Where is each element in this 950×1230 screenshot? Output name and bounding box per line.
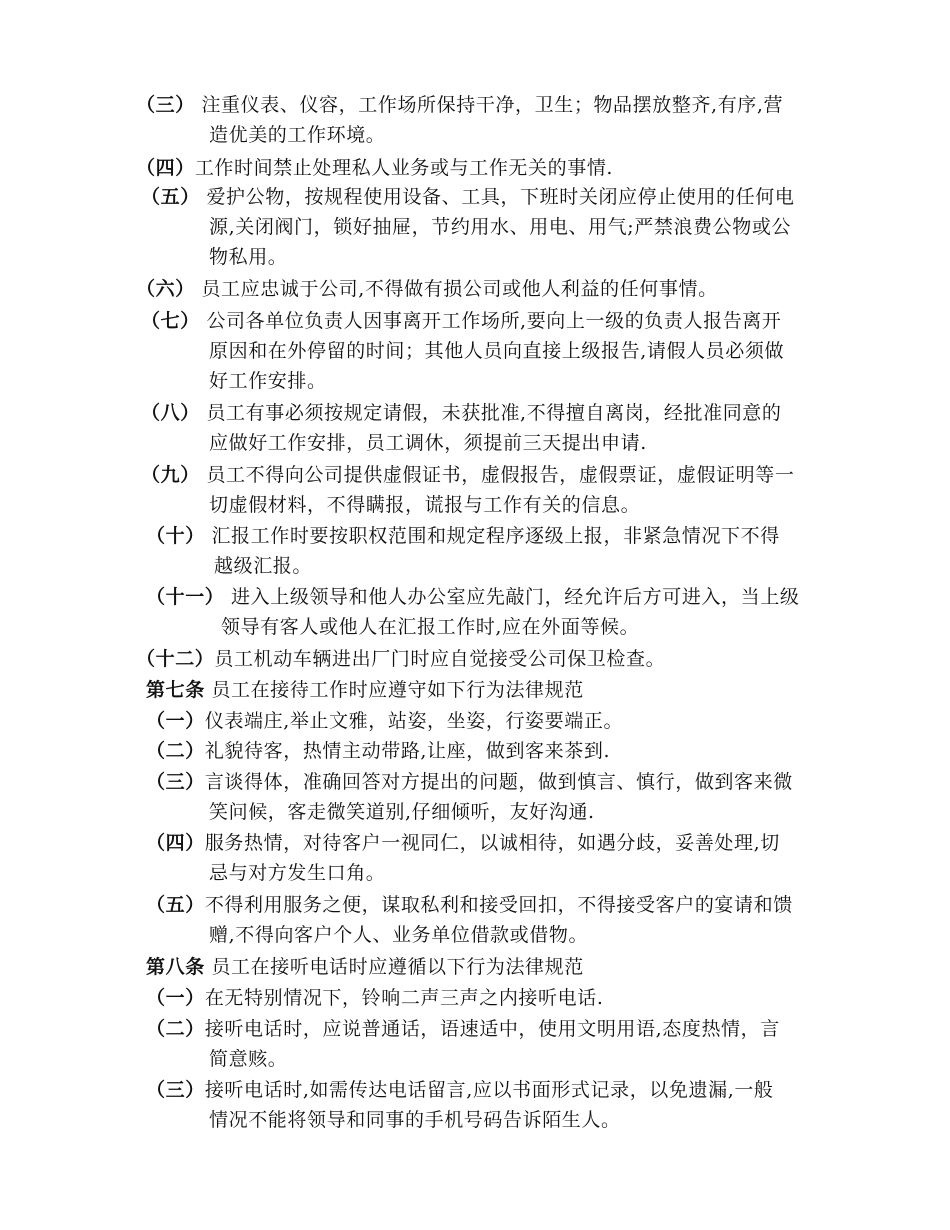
clause-5-line-3 <box>209 242 287 272</box>
clause-text: 接听电话时,如需传达电话留言,应以书面形式记录，以免遗漏,一般 <box>204 1079 774 1101</box>
a7-clause-4-line-1 <box>146 828 780 858</box>
a7-clause-2 <box>146 736 610 766</box>
clause-number: （七） <box>141 310 200 332</box>
a8-clause-2-line-2 <box>209 1044 287 1074</box>
clause-text: 工作时间禁止处理私人业务或与工作无关的事情. <box>194 157 614 179</box>
clause-text: 员工有事必须按规定请假，未获批准,不得擅自离岗，经批准同意的 <box>199 402 782 424</box>
clause-number: （九） <box>141 464 200 486</box>
clause-number: （五） <box>146 894 205 916</box>
clause-text: 员工应忠诚于公司,不得做有损公司或他人利益的任何事情。 <box>194 278 718 300</box>
clause-text: 在无特别情况下，铃响二声三声之内接听电话. <box>204 987 604 1009</box>
a7-clause-4-line-2 <box>209 858 385 888</box>
clause-number: （三） <box>146 771 205 793</box>
clause-10-line-1 <box>146 521 780 551</box>
clause-text: 礼貌待客，热情主动带路,让座，做到客来茶到. <box>204 740 611 762</box>
clause-number: （二） <box>146 1018 205 1040</box>
clause-number: （十一） <box>146 586 225 608</box>
clause-text: 爱护公物，按规程使用设备、工具，下班时关闭应停止使用的任何电 <box>199 186 795 208</box>
clause-3-line-1 <box>136 90 783 120</box>
clause-text: 简意赅。 <box>209 1048 288 1070</box>
clause-text: 领导有客人或他人在汇报工作时,应在外面等候。 <box>221 616 640 638</box>
clause-9-line-2 <box>209 490 640 520</box>
clause-number: （十二） <box>136 648 215 670</box>
clause-text: 仪表端庄,举止文雅，站姿，坐姿，行姿要端正。 <box>204 710 624 732</box>
clause-12-line-1 <box>136 644 665 674</box>
clause-number: （二） <box>146 740 205 762</box>
clause-text: 接听电话时，应说普通话，语速适中，使用文明用语,态度热情，言 <box>204 1018 780 1040</box>
clause-text: 好工作安排。 <box>209 370 327 392</box>
clause-3-line-2 <box>209 120 385 150</box>
a8-clause-3-line-2 <box>209 1105 621 1135</box>
clause-9-line-1 <box>141 460 794 490</box>
article-7-heading <box>146 675 584 705</box>
clause-number: （一） <box>146 710 205 732</box>
clause-text: 员工不得向公司提供虚假证书，虚假报告，虚假票证，虚假证明等一 <box>199 464 795 486</box>
a8-clause-2-line-1 <box>146 1014 780 1044</box>
clause-7-line-1 <box>141 306 782 336</box>
clause-4-line-1 <box>136 153 613 183</box>
clause-text: 公司各单位负责人因事离开工作场所,要向上一级的负责人报告离开 <box>199 310 782 332</box>
clause-text: 忌与对方发生口角。 <box>209 862 386 884</box>
a7-clause-1 <box>146 706 623 736</box>
article-number: 第八条 <box>146 956 205 978</box>
clause-number: （八） <box>141 402 200 424</box>
clause-text: 情况不能将领导和同事的手机号码告诉陌生人。 <box>209 1109 621 1131</box>
clause-11-line-1 <box>146 582 799 612</box>
clause-text: 造优美的工作环境。 <box>209 124 386 146</box>
clause-number: （三） <box>146 1079 205 1101</box>
a8-clause-1 <box>146 983 603 1013</box>
article-8-heading <box>146 952 584 982</box>
clause-10-line-2 <box>214 551 312 581</box>
clause-text: 员工机动车辆进出厂门时应自觉接受公司保卫检查。 <box>214 648 666 670</box>
clause-number: （四） <box>146 832 205 854</box>
clause-text: 服务热情，对待客户一视同仁，以诚相待，如遇分歧，妥善处理,切 <box>204 832 780 854</box>
article-title: 员工在接待工作时应遵守如下行为法律规范 <box>204 679 584 701</box>
a8-clause-3-line-1 <box>146 1075 774 1105</box>
clause-6-line-1 <box>136 274 718 304</box>
clause-number: （五） <box>141 186 200 208</box>
clause-number: （四） <box>136 157 195 179</box>
clause-text: 应做好工作安排，员工调休，须提前三天提出申请. <box>209 432 647 454</box>
article-title: 员工在接听电话时应遵循以下行为法律规范 <box>204 956 584 978</box>
a7-clause-3-line-1 <box>146 767 793 797</box>
clause-11-line-2 <box>221 612 639 642</box>
clause-7-line-2 <box>209 336 784 366</box>
a7-clause-5-line-2 <box>209 920 588 950</box>
clause-text: 笑问候，客走微笑道别,仔细倾听，友好沟通. <box>209 801 595 823</box>
clause-5-line-1 <box>141 182 794 212</box>
clause-text: 物私用。 <box>209 246 288 268</box>
clause-text: 注重仪表、仪容，工作场所保持干净，卫生；物品摆放整齐,有序,营 <box>194 94 784 116</box>
clause-text: 赠,不得向客户个人、业务单位借款或借物。 <box>209 924 589 946</box>
clause-text: 越级汇报。 <box>214 555 313 577</box>
a7-clause-5-line-1 <box>146 890 793 920</box>
clause-number: （三） <box>136 94 195 116</box>
clause-number: （六） <box>136 278 195 300</box>
a7-clause-3-line-2 <box>209 797 595 827</box>
clause-8-line-1 <box>141 398 782 428</box>
clause-text: 不得利用服务之便，谋取私利和接受回扣，不得接受客户的宴请和馈 <box>204 894 793 916</box>
article-number: 第七条 <box>146 679 205 701</box>
clause-5-line-2 <box>209 212 791 242</box>
clause-text: 进入上级领导和他人办公室应先敲门，经允许后方可进入，当上级 <box>224 586 800 608</box>
clause-text: 汇报工作时要按职权范围和规定程序逐级上报，非紧急情况下不得 <box>204 525 780 547</box>
clause-text: 原因和在外停留的时间；其他人员向直接上级报告,请假人员必须做 <box>209 340 785 362</box>
clause-number: （一） <box>146 987 205 1009</box>
clause-text: 言谈得体，准确回答对方提出的问题，做到慎言、慎行，做到客来微 <box>204 771 793 793</box>
clause-7-line-3 <box>209 366 327 396</box>
clause-text: 切虚假材料，不得瞒报，谎报与工作有关的信息。 <box>209 494 641 516</box>
clause-8-line-2 <box>209 428 647 458</box>
clause-text: 源,关闭阀门，锁好抽屉，节约用水、用电、用气;严禁浪费公物或公 <box>209 216 792 238</box>
clause-number: （十） <box>146 525 205 547</box>
